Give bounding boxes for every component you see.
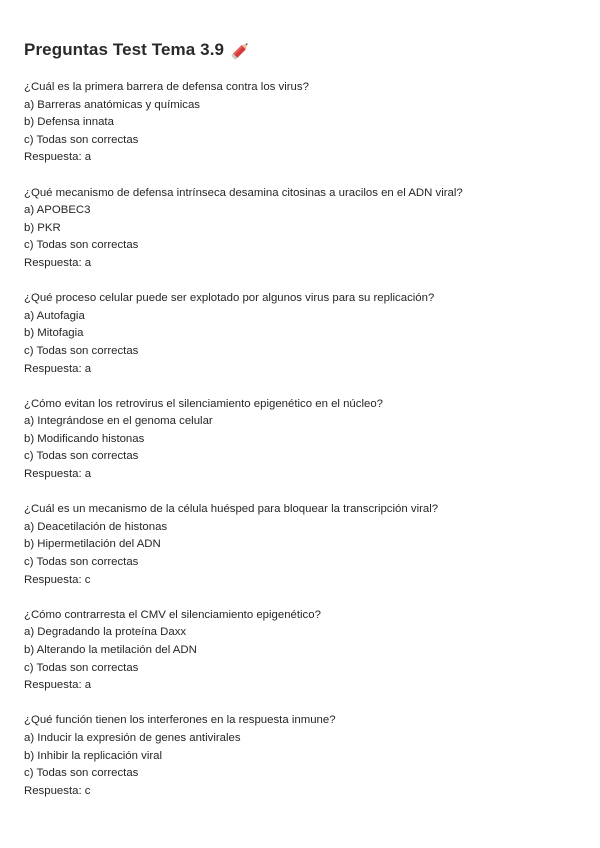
pencil-icon (230, 39, 252, 61)
option-b: b) Mitofagia (24, 327, 84, 340)
option-c: c) Todas son correctas (24, 239, 139, 252)
option-a: a) Inducir la expresión de genes antivirales (24, 731, 241, 744)
answer-text: Respuesta: a (24, 151, 92, 164)
option-b: b) Hipermetilación del ADN (24, 538, 161, 551)
option-c: c) Todas son correctas (24, 344, 139, 357)
title-row (24, 38, 576, 62)
answer-text: Respuesta: a (24, 362, 92, 375)
question-block (24, 185, 576, 273)
option-a: a) Autofagia (24, 309, 85, 322)
question-list (24, 79, 576, 800)
answer-text: Respuesta: a (24, 679, 92, 692)
option-b: b) Inhibir la replicación viral (24, 749, 163, 762)
question-block (24, 607, 576, 695)
option-a: a) Integrándose en el genoma celular (24, 415, 213, 428)
option-c: c) Todas son correctas (24, 767, 139, 780)
question-block (24, 79, 576, 167)
question-text: ¿Cómo evitan los retrovirus el silenciamiento epigenético en el núcleo? (24, 397, 383, 410)
option-c: c) Todas son correctas (24, 556, 139, 569)
question-block (24, 290, 576, 378)
option-b: b) Modificando histonas (24, 432, 145, 445)
question-text: ¿Cómo contrarresta el CMV el silenciamiento epigenético? (24, 608, 321, 621)
answer-text: Respuesta: c (24, 573, 91, 586)
question-text: ¿Qué mecanismo de defensa intrínseca desamina citosinas a uracilos en el ADN viral? (24, 186, 463, 199)
question-block (24, 712, 576, 800)
question-text: ¿Cuál es un mecanismo de la célula huésped para bloquear la transcripción viral? (24, 503, 439, 516)
answer-text: Respuesta: a (24, 468, 92, 481)
question-block (24, 501, 576, 589)
option-a: a) Degradando la proteína Daxx (24, 626, 187, 639)
question-block (24, 396, 576, 484)
option-c: c) Todas son correctas (24, 661, 139, 674)
question-text: ¿Qué función tienen los interferones en la respuesta inmune? (24, 714, 336, 727)
option-b: b) PKR (24, 221, 61, 234)
option-c: c) Todas son correctas (24, 133, 139, 146)
answer-text: Respuesta: a (24, 256, 92, 269)
option-c: c) Todas son correctas (24, 450, 139, 463)
page-title: Preguntas Test Tema 3.9 (24, 40, 225, 59)
option-b: b) Alterando la metilación del ADN (24, 644, 197, 656)
option-a: a) APOBEC3 (24, 204, 91, 217)
option-b: b) Defensa innata (24, 116, 114, 129)
option-a: a) Barreras anatómicas y químicas (24, 98, 200, 111)
question-text: ¿Qué proceso celular puede ser explotado por algunos virus para su replicación? (24, 292, 435, 305)
answer-text: Respuesta: c (24, 784, 91, 797)
question-text: ¿Cuál es la primera barrera de defensa contra los virus? (24, 81, 309, 93)
option-a: a) Deacetilación de histonas (24, 520, 168, 533)
